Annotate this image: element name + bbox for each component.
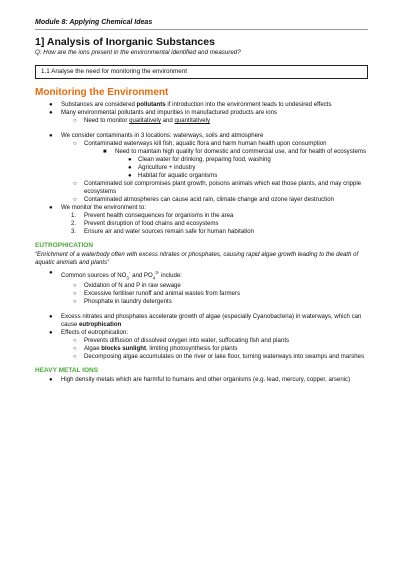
- list-item: ○ Contaminated soil compromises plant growth, poisons animals which eat those plants, and may cripple ecosystems: [73, 180, 362, 195]
- bullet-marker: ●: [49, 110, 53, 116]
- numbered-item: 3. Ensure air and water sources remain safe for human habitation: [71, 228, 255, 235]
- bullet-marker: ●: [49, 314, 53, 321]
- header-divider: [35, 29, 368, 30]
- list-item: ● Effects of eutrophication:: [49, 329, 128, 337]
- list-item: ○ Contaminated atmospheres can cause acid rain, climate change and ozone layer destruction: [73, 196, 334, 203]
- list-item: ● We consider contaminants in 3 locations: waterways, soils and atmosphere: [49, 132, 264, 139]
- circle-marker: ○: [73, 338, 77, 345]
- keyword-pollutants: pollutants: [136, 101, 166, 108]
- bullet-marker: ●: [49, 133, 53, 139]
- bullet-marker: ●: [128, 165, 132, 171]
- list-item: ● We monitor the environment to:: [49, 204, 146, 211]
- syllabus-outcome-box: 1.1 Analyse the need for monitoring the environment: [35, 65, 368, 79]
- list-item: ● Common sources of $NO_3^-$ and $PO_4^{3-}$ include:: [49, 270, 182, 281]
- bullet-marker: ●: [49, 330, 53, 337]
- list-item: ● Excess nitrates and phosphates accelerate growth of algae (especially Cyanobacteria) in waterways, which can cause eutrophication: [49, 313, 362, 329]
- bullet-marker: ●: [128, 157, 132, 163]
- list-item: ■ Need to maintain high quality for domestic and commercial use, and for health of ecosystems: [103, 148, 366, 155]
- item-number: 3.: [71, 228, 77, 235]
- monitoring-heading: Monitoring the Environment: [35, 87, 169, 98]
- list-item: ○ Need to monitor qualitatively and quantitatively: [73, 117, 211, 124]
- circle-marker: ○: [73, 118, 77, 124]
- item-number: 2.: [71, 220, 77, 227]
- circle-marker: ○: [73, 197, 77, 203]
- eutrophication-list: [35, 269, 368, 361]
- circle-marker: ○: [73, 141, 77, 147]
- module-title: Module 8: Applying Chemical Ideas: [35, 19, 153, 26]
- guiding-question: Q: How are the ions present in the environmental identified and measured?: [35, 49, 241, 56]
- list-item: ○ Algae blocks sunlight, limiting photosynthesis for plants: [73, 345, 238, 353]
- list-item: ○ Oxidation of N and P in raw sewage: [73, 282, 181, 290]
- circle-marker: ○: [73, 181, 77, 187]
- heavy-metal-heading: HEAVY METAL IONS: [35, 367, 99, 375]
- list-item: ● High density metals which are harmful to humans and other organisms (e.g. lead, mercury, copper, arsenic): [49, 376, 351, 384]
- monitoring-list: [35, 101, 368, 236]
- section-title: 1] Analysis of Inorganic Substances: [35, 36, 215, 48]
- circle-marker: ○: [73, 291, 77, 298]
- list-item: ○ Excessive fertiliser runoff and animal wastes from farmers: [73, 290, 241, 298]
- eutrophication-heading: EUTROPHICATION: [35, 242, 94, 249]
- list-item: ○ Phosphate in laundry detergents: [73, 298, 172, 306]
- list-item: ○ Decomposing algae accumulates on the river or lake floor, turning waterways into swamps and marshes: [73, 353, 365, 361]
- list-item: ● Habitat for aquatic organisms: [128, 172, 218, 179]
- heavy-metal-list: [35, 376, 368, 384]
- keyword-eutrophication: eutrophication: [78, 321, 122, 329]
- list-item: ● Many environmental pollutants and impurities in manufactured products are ions: [49, 109, 278, 116]
- circle-marker: ○: [73, 354, 77, 361]
- eutrophication-definition: “Enrichment of a waterbody often with excess nitrates or phosphates, causing rapid algae growth leading to the death of aquatic animals and plants”: [35, 251, 359, 266]
- numbered-item: 2. Prevent disruption of food chains and ecosystems: [71, 220, 219, 227]
- bullet-marker: ●: [128, 173, 132, 179]
- bullet-marker: ●: [49, 102, 53, 108]
- bullet-marker: ●: [49, 377, 53, 384]
- list-item: ● Agriculture + industry: [128, 164, 196, 171]
- list-item: ○ Contaminated waterways kill fish, aquatic flora and harm human health upon consumption: [73, 140, 327, 147]
- list-item: ● Clean water for drinking, preparing food, washing: [128, 156, 271, 163]
- list-item: ● Substances are considered pollutants if introduction into the environment leads to undesired effects: [49, 101, 332, 108]
- numbered-item: 1. Prevent health consequences for organisms in the area: [71, 212, 234, 219]
- bullet-marker: ●: [49, 205, 53, 211]
- circle-marker: ○: [73, 283, 77, 290]
- circle-marker: ○: [73, 299, 77, 306]
- keyword-blocks-sunlight: blocks sunlight: [101, 345, 146, 353]
- list-item: ○ Prevents diffusion of dissolved oxygen into water, suffocating fish and plants: [73, 337, 290, 345]
- circle-marker: ○: [73, 346, 77, 353]
- item-number: 1.: [71, 212, 77, 219]
- square-marker: ■: [103, 149, 107, 155]
- bullet-marker: ●: [49, 270, 53, 276]
